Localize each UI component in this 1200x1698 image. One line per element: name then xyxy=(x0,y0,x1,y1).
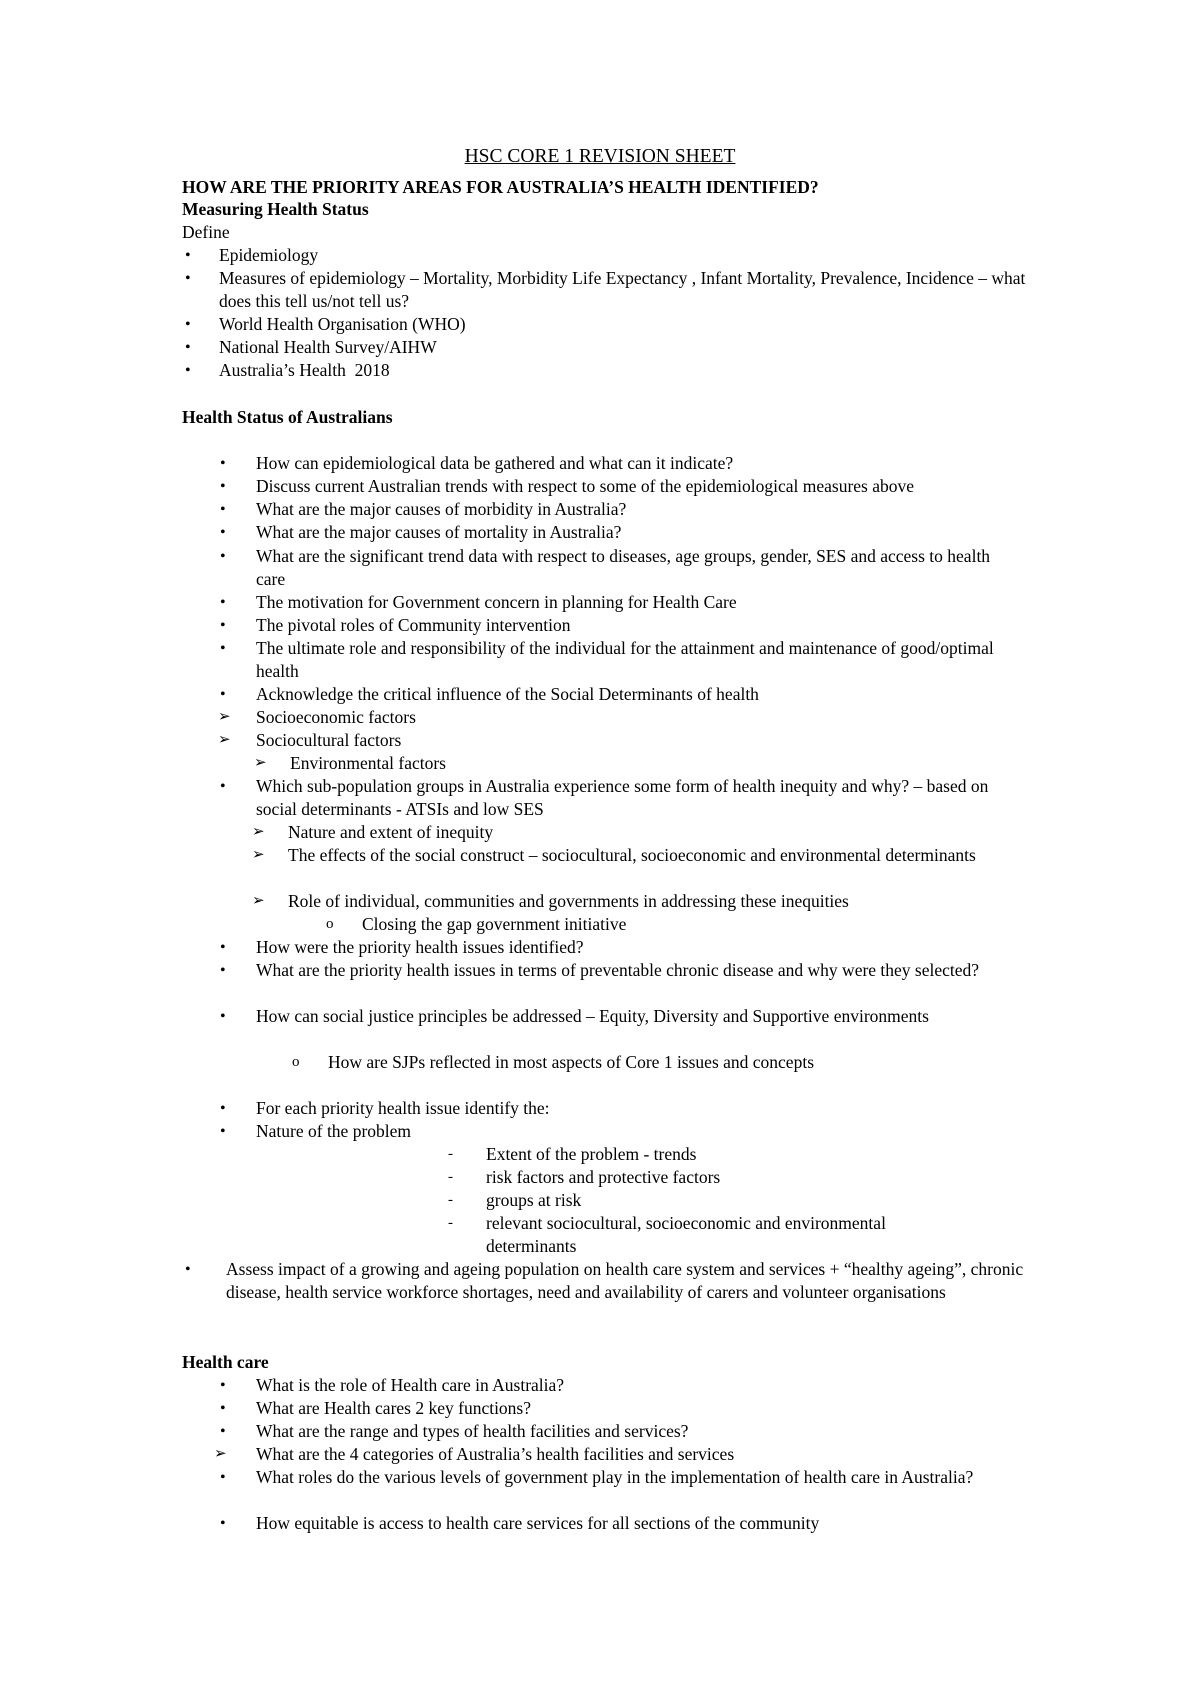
dash-bullet-icon: - xyxy=(448,1146,453,1162)
bullet-icon: • xyxy=(220,1515,226,1532)
bullet-icon: • xyxy=(220,686,226,703)
section-heading-health-status: Health Status of Australians xyxy=(182,407,393,427)
list-item: • The motivation for Government concern in planning for Health Care xyxy=(220,591,1030,614)
list-item: • Measures of epidemiology – Mortality, Morbidity Life Expectancy , Infant Mortality, Prevalence, Incidence – what does this tell us/not tell us? xyxy=(185,268,1026,312)
list-item: ➢ Environmental factors xyxy=(254,752,1014,775)
circle-bullet-icon: o xyxy=(326,916,334,932)
list-item: o Closing the gap government initiative xyxy=(326,913,926,936)
list-item: • How can social justice principles be addressed – Equity, Diversity and Supportive environments xyxy=(220,1005,940,1028)
list-item: • How were the priority health issues identified? xyxy=(220,936,1030,959)
arrow-bullet-icon: ➢ xyxy=(252,893,265,909)
list-item: • What are the significant trend data with respect to diseases, age groups, gender, SES and access to health care xyxy=(220,546,991,590)
list-item: • The pivotal roles of Community intervention xyxy=(220,614,1030,637)
bullet-icon: • xyxy=(185,316,191,333)
list-item: • National Health Survey/AIHW xyxy=(185,336,1035,359)
list-item: • What is the role of Health care in Australia? xyxy=(220,1374,1030,1397)
bullet-icon: • xyxy=(220,778,226,795)
bullet-icon: • xyxy=(220,640,226,657)
list-item: • Assess impact of a growing and ageing population on health care system and services + “healthy ageing”, chronic disease, health service workforce shortages, need and availability of carers and volunteer organisations xyxy=(185,1259,1024,1303)
list-item: - Extent of the problem - trends xyxy=(448,1143,1008,1166)
arrow-bullet-icon: ➢ xyxy=(254,755,267,771)
list-item: ➢ Sociocultural factors xyxy=(218,729,1028,752)
list-item: • How equitable is access to health care services for all sections of the community xyxy=(220,1512,1030,1535)
list-item: • For each priority health issue identify the: xyxy=(220,1097,1030,1120)
bullet-icon: • xyxy=(185,339,191,356)
bullet-icon: • xyxy=(220,962,226,979)
bullet-icon: • xyxy=(220,1469,226,1486)
bullet-icon: • xyxy=(220,1008,226,1025)
circle-bullet-icon: o xyxy=(292,1054,300,1070)
bullet-icon: • xyxy=(220,501,226,518)
bullet-icon: • xyxy=(220,1377,226,1394)
dash-bullet-icon: - xyxy=(448,1215,453,1231)
bullet-icon: • xyxy=(220,548,226,565)
dash-bullet-icon: - xyxy=(448,1169,453,1185)
bullet-icon: • xyxy=(220,594,226,611)
list-item: • World Health Organisation (WHO) xyxy=(185,313,1035,336)
bullet-icon: • xyxy=(185,247,191,264)
list-item: - groups at risk xyxy=(448,1189,1008,1212)
list-item: • How can epidemiological data be gathered and what can it indicate? xyxy=(220,452,1030,475)
list-item: • What are Health cares 2 key functions? xyxy=(220,1397,1030,1420)
dash-bullet-icon: - xyxy=(448,1192,453,1208)
bullet-icon: • xyxy=(220,478,226,495)
bullet-icon: • xyxy=(220,1400,226,1417)
page-title: HSC CORE 1 REVISION SHEET xyxy=(464,146,736,167)
list-item: ➢ What are the 4 categories of Australia’s health facilities and services xyxy=(214,1443,1024,1466)
bullet-icon: • xyxy=(220,1123,226,1140)
arrow-bullet-icon: ➢ xyxy=(252,824,265,840)
list-item: • The ultimate role and responsibility of the individual for the attainment and maintenance of good/optimal health xyxy=(220,638,994,682)
list-item: • Discuss current Australian trends with respect to some of the epidemiological measures above xyxy=(220,475,1050,498)
list-item: • Which sub-population groups in Australia experience some form of health inequity and why? – based on social determinants - ATSIs and low SES xyxy=(220,776,989,820)
bullet-icon: • xyxy=(220,1100,226,1117)
page-subtitle: HOW ARE THE PRIORITY AREAS FOR AUSTRALIA’S HEALTH IDENTIFIED? xyxy=(182,177,819,197)
list-item: • What roles do the various levels of government play in the implementation of health care in Australia? xyxy=(220,1466,1032,1489)
list-item: • Australia’s Health 2018 xyxy=(185,359,1035,382)
bullet-icon: • xyxy=(220,455,226,472)
list-item: • What are the range and types of health facilities and services? xyxy=(220,1420,1030,1443)
bullet-icon: • xyxy=(220,617,226,634)
arrow-bullet-icon: ➢ xyxy=(252,847,265,863)
list-item: ➢ Nature and extent of inequity xyxy=(252,821,1012,844)
list-item: - relevant sociocultural, socioeconomic and environmental determinants xyxy=(448,1213,886,1257)
list-item: o How are SJPs reflected in most aspects of Core 1 issues and concepts xyxy=(292,1051,942,1074)
bullet-icon: • xyxy=(185,1261,191,1278)
list-item: ➢ Role of individual, communities and governments in addressing these inequities xyxy=(252,890,1012,913)
arrow-bullet-icon: ➢ xyxy=(218,709,231,725)
list-item: • Epidemiology xyxy=(185,244,1035,267)
list-item: • Acknowledge the critical influence of the Social Determinants of health xyxy=(220,683,1030,706)
list-item: ➢ The effects of the social construct – sociocultural, socioeconomic and environmental determinants xyxy=(252,844,992,867)
arrow-bullet-icon: ➢ xyxy=(214,1446,227,1462)
bullet-icon: • xyxy=(220,524,226,541)
list-item: - risk factors and protective factors xyxy=(448,1166,1008,1189)
list-item: • What are the priority health issues in terms of preventable chronic disease and why were they selected? xyxy=(220,959,1032,982)
list-item: • Nature of the problem xyxy=(220,1120,1030,1143)
section-heading-measuring: Measuring Health Status xyxy=(182,199,369,219)
bullet-icon: • xyxy=(185,270,191,287)
bullet-icon: • xyxy=(220,939,226,956)
list-item: ➢ Socioeconomic factors xyxy=(218,706,1028,729)
arrow-bullet-icon: ➢ xyxy=(218,732,231,748)
define-label: Define xyxy=(182,222,230,242)
section-heading-health-care: Health care xyxy=(182,1352,269,1372)
list-item: • What are the major causes of morbidity in Australia? xyxy=(220,498,1030,521)
bullet-icon: • xyxy=(220,1423,226,1440)
list-item: • What are the major causes of mortality in Australia? xyxy=(220,521,1030,544)
bullet-icon: • xyxy=(185,362,191,379)
